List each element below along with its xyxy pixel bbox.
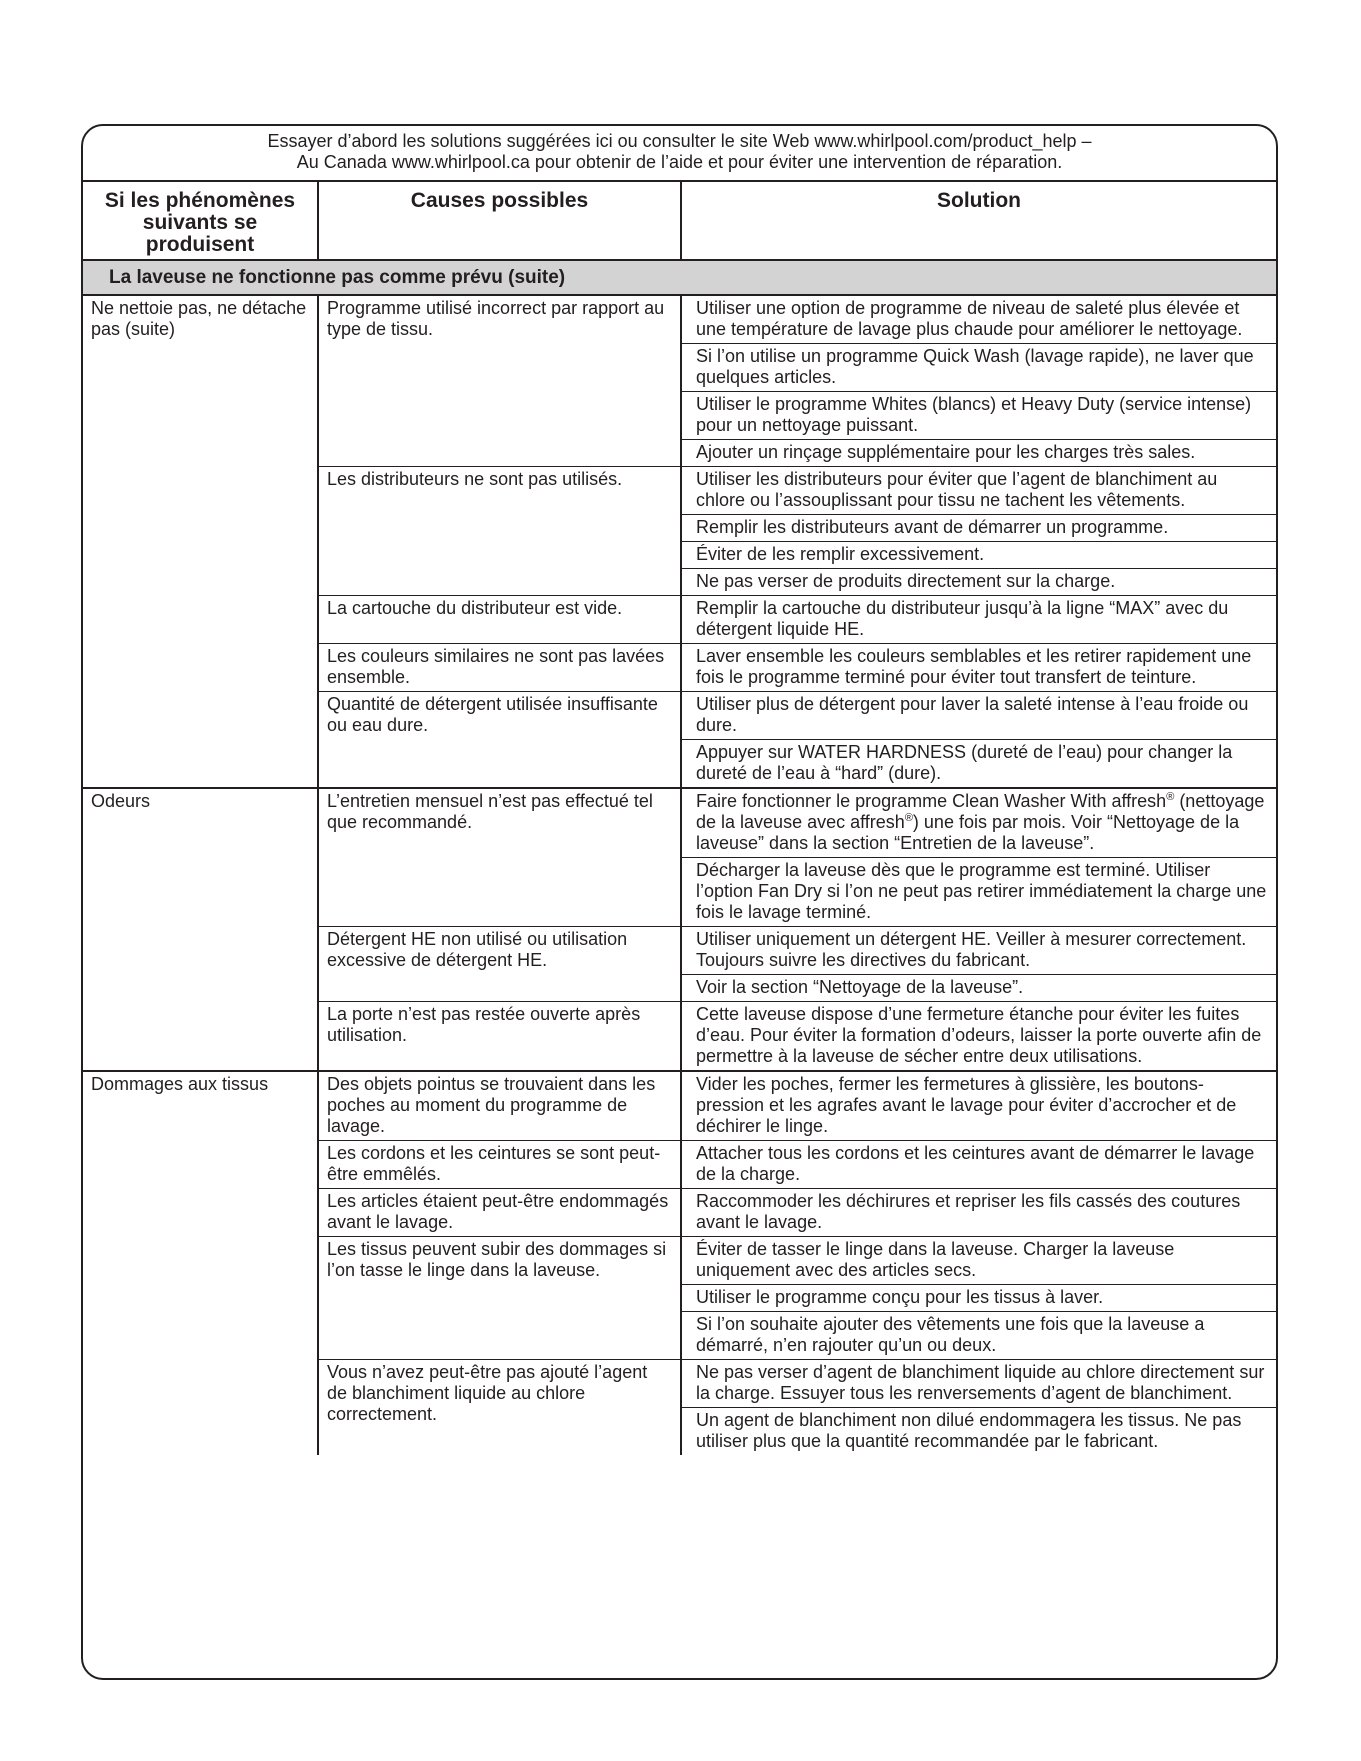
header-solution: Solution (681, 182, 1276, 260)
symptom-cell: Ne nettoie pas, ne détache pas (suite) (83, 295, 318, 788)
cause-cell: Les tissus peuvent subir des dommages si l’on tasse le linge dans la laveuse. (318, 1237, 681, 1360)
header-symptom: Si les phénomènes suivants se produisent (83, 182, 318, 260)
solution-cell (681, 788, 1276, 858)
header-cause: Causes possibles (318, 182, 681, 260)
cause-cell: Programme utilisé incorrect par rapport au type de tissu. (318, 295, 681, 467)
registered-mark: ® (1166, 791, 1175, 803)
solution-cell: Utiliser le programme conçu pour les tissus à laver. (681, 1285, 1276, 1312)
solution-cell: Appuyer sur WATER HARDNESS (dureté de l’eau) pour changer la dureté de l’eau à “hard” (dure). (681, 740, 1276, 789)
intro-line-2: Au Canada www.whirlpool.ca pour obtenir de l’aide et pour éviter une intervention de réparation. (296, 152, 1063, 172)
solution-cell: Remplir les distributeurs avant de démarrer un programme. (681, 515, 1276, 542)
intro-line-1: Essayer d’abord les solutions suggérées ici ou consulter le site Web www.whirlpool.com/product_help – (267, 131, 1092, 151)
troubleshooting-table (83, 182, 1276, 1455)
solution-cell: Ajouter un rinçage supplémentaire pour les charges très sales. (681, 440, 1276, 467)
solution-cell: Utiliser le programme Whites (blancs) et Heavy Duty (service intense) pour un nettoyage puissant. (681, 392, 1276, 440)
cause-cell: Les distributeurs ne sont pas utilisés. (318, 467, 681, 596)
table-row (83, 788, 1276, 858)
symptom-cell: Dommages aux tissus (83, 1071, 318, 1455)
cause-cell: Les articles étaient peut-être endommagés avant le lavage. (318, 1189, 681, 1237)
solution-cell: Un agent de blanchiment non dilué endommagera les tissus. Ne pas utiliser plus que la quantité recommandée par le fabricant. (696, 1410, 1242, 1451)
registered-mark: ® (904, 812, 913, 824)
solution-cell: Cette laveuse dispose d’une fermeture étanche pour éviter les fuites d’eau. Pour éviter la formation d’odeurs, laisser la porte ouverte afin de permettre à la laveuse de sécher entre deux utilisations. (681, 1002, 1276, 1072)
header-row (83, 182, 1276, 260)
symptom-cell: Odeurs (83, 788, 318, 1071)
solution-cell: Vider les poches, fermer les fermetures à glissière, les boutons-pression et les agrafes avant le lavage pour éviter d’accrocher et de déchirer le linge. (681, 1071, 1276, 1141)
solution-cell: Éviter de tasser le linge dans la laveuse. Charger la laveuse uniquement avec des articles secs. (681, 1237, 1276, 1285)
solution-cell: Éviter de les remplir excessivement. (681, 542, 1276, 569)
cause-cell: Des objets pointus se trouvaient dans les poches au moment du programme de lavage. (318, 1071, 681, 1141)
section-row (83, 260, 1276, 295)
intro-note (83, 126, 1276, 182)
solution-cell: Ne pas verser de produits directement sur la charge. (681, 569, 1276, 596)
cause-cell: Vous n’avez peut-être pas ajouté l’agent de blanchiment liquide au chlore correctement. (318, 1360, 681, 1456)
troubleshooting-table-frame (81, 124, 1278, 1680)
solution-text: ) une fois par mois. Voir “Nettoyage de la laveuse” dans la section “Entretien de la laveuse”. (696, 812, 1240, 853)
solution-cell: Décharger la laveuse dès que le programme est terminé. Utiliser l’option Fan Dry si l’on ne peut pas retirer immédiatement la charge une fois le lavage terminé. (681, 858, 1276, 927)
solution-cell: Ne pas verser d’agent de blanchiment liquide au chlore directement sur la charge. Essuyer tous les renversements d’agent de blanchiment. (681, 1360, 1276, 1408)
solution-cell: Si l’on utilise un programme Quick Wash (lavage rapide), ne laver que quelques articles. (681, 344, 1276, 392)
cause-cell: Les cordons et les ceintures se sont peut-être emmêlés. (318, 1141, 681, 1189)
solution-cell: Remplir la cartouche du distributeur jusqu’à la ligne “MAX” avec du détergent liquide HE. (681, 596, 1276, 644)
cause-cell: Quantité de détergent utilisée insuffisante ou eau dure. (318, 692, 681, 789)
solution-cell: Si l’on souhaite ajouter des vêtements une fois que la laveuse a démarré, n’en rajouter qu’un ou deux. (681, 1312, 1276, 1360)
solution-cell: Attacher tous les cordons et les ceintures avant de démarrer le lavage de la charge. (681, 1141, 1276, 1189)
solution-text: Faire fonctionner le programme Clean Washer With affresh (696, 791, 1167, 811)
cause-cell: La cartouche du distributeur est vide. (318, 596, 681, 644)
solution-cell: Laver ensemble les couleurs semblables et les retirer rapidement une fois le programme terminé pour éviter tout transfert de teinture. (681, 644, 1276, 692)
cause-cell: La porte n’est pas restée ouverte après utilisation. (318, 1002, 681, 1072)
solution-cell: Utiliser plus de détergent pour laver la saleté intense à l’eau froide ou dure. (681, 692, 1276, 740)
cause-cell: Détergent HE non utilisé ou utilisation excessive de détergent HE. (318, 927, 681, 1002)
solution-text: (nettoyage de la laveuse avec affresh (696, 791, 1265, 832)
cause-cell: L’entretien mensuel n’est pas effectué tel que recommandé. (318, 788, 681, 927)
table-row (83, 1071, 1276, 1141)
solution-cell: Utiliser les distributeurs pour éviter que l’agent de blanchiment au chlore ou l’assouplissant pour tissu ne tachent les vêtements. (681, 467, 1276, 515)
solution-cell: Raccommoder les déchirures et repriser les fils cassés des coutures avant le lavage. (681, 1189, 1276, 1237)
solution-cell: Voir la section “Nettoyage de la laveuse”. (681, 975, 1276, 1002)
table-row (83, 295, 1276, 344)
cause-cell: Les couleurs similaires ne sont pas lavées ensemble. (318, 644, 681, 692)
solution-cell: Utiliser uniquement un détergent HE. Veiller à mesurer correctement. Toujours suivre les directives du fabricant. (681, 927, 1276, 975)
section-title: La laveuse ne fonctionne pas comme prévu (suite) (83, 260, 1276, 295)
solution-cell: Utiliser une option de programme de niveau de saleté plus élevée et une température de lavage plus chaude pour améliorer le nettoyage. (681, 295, 1276, 344)
